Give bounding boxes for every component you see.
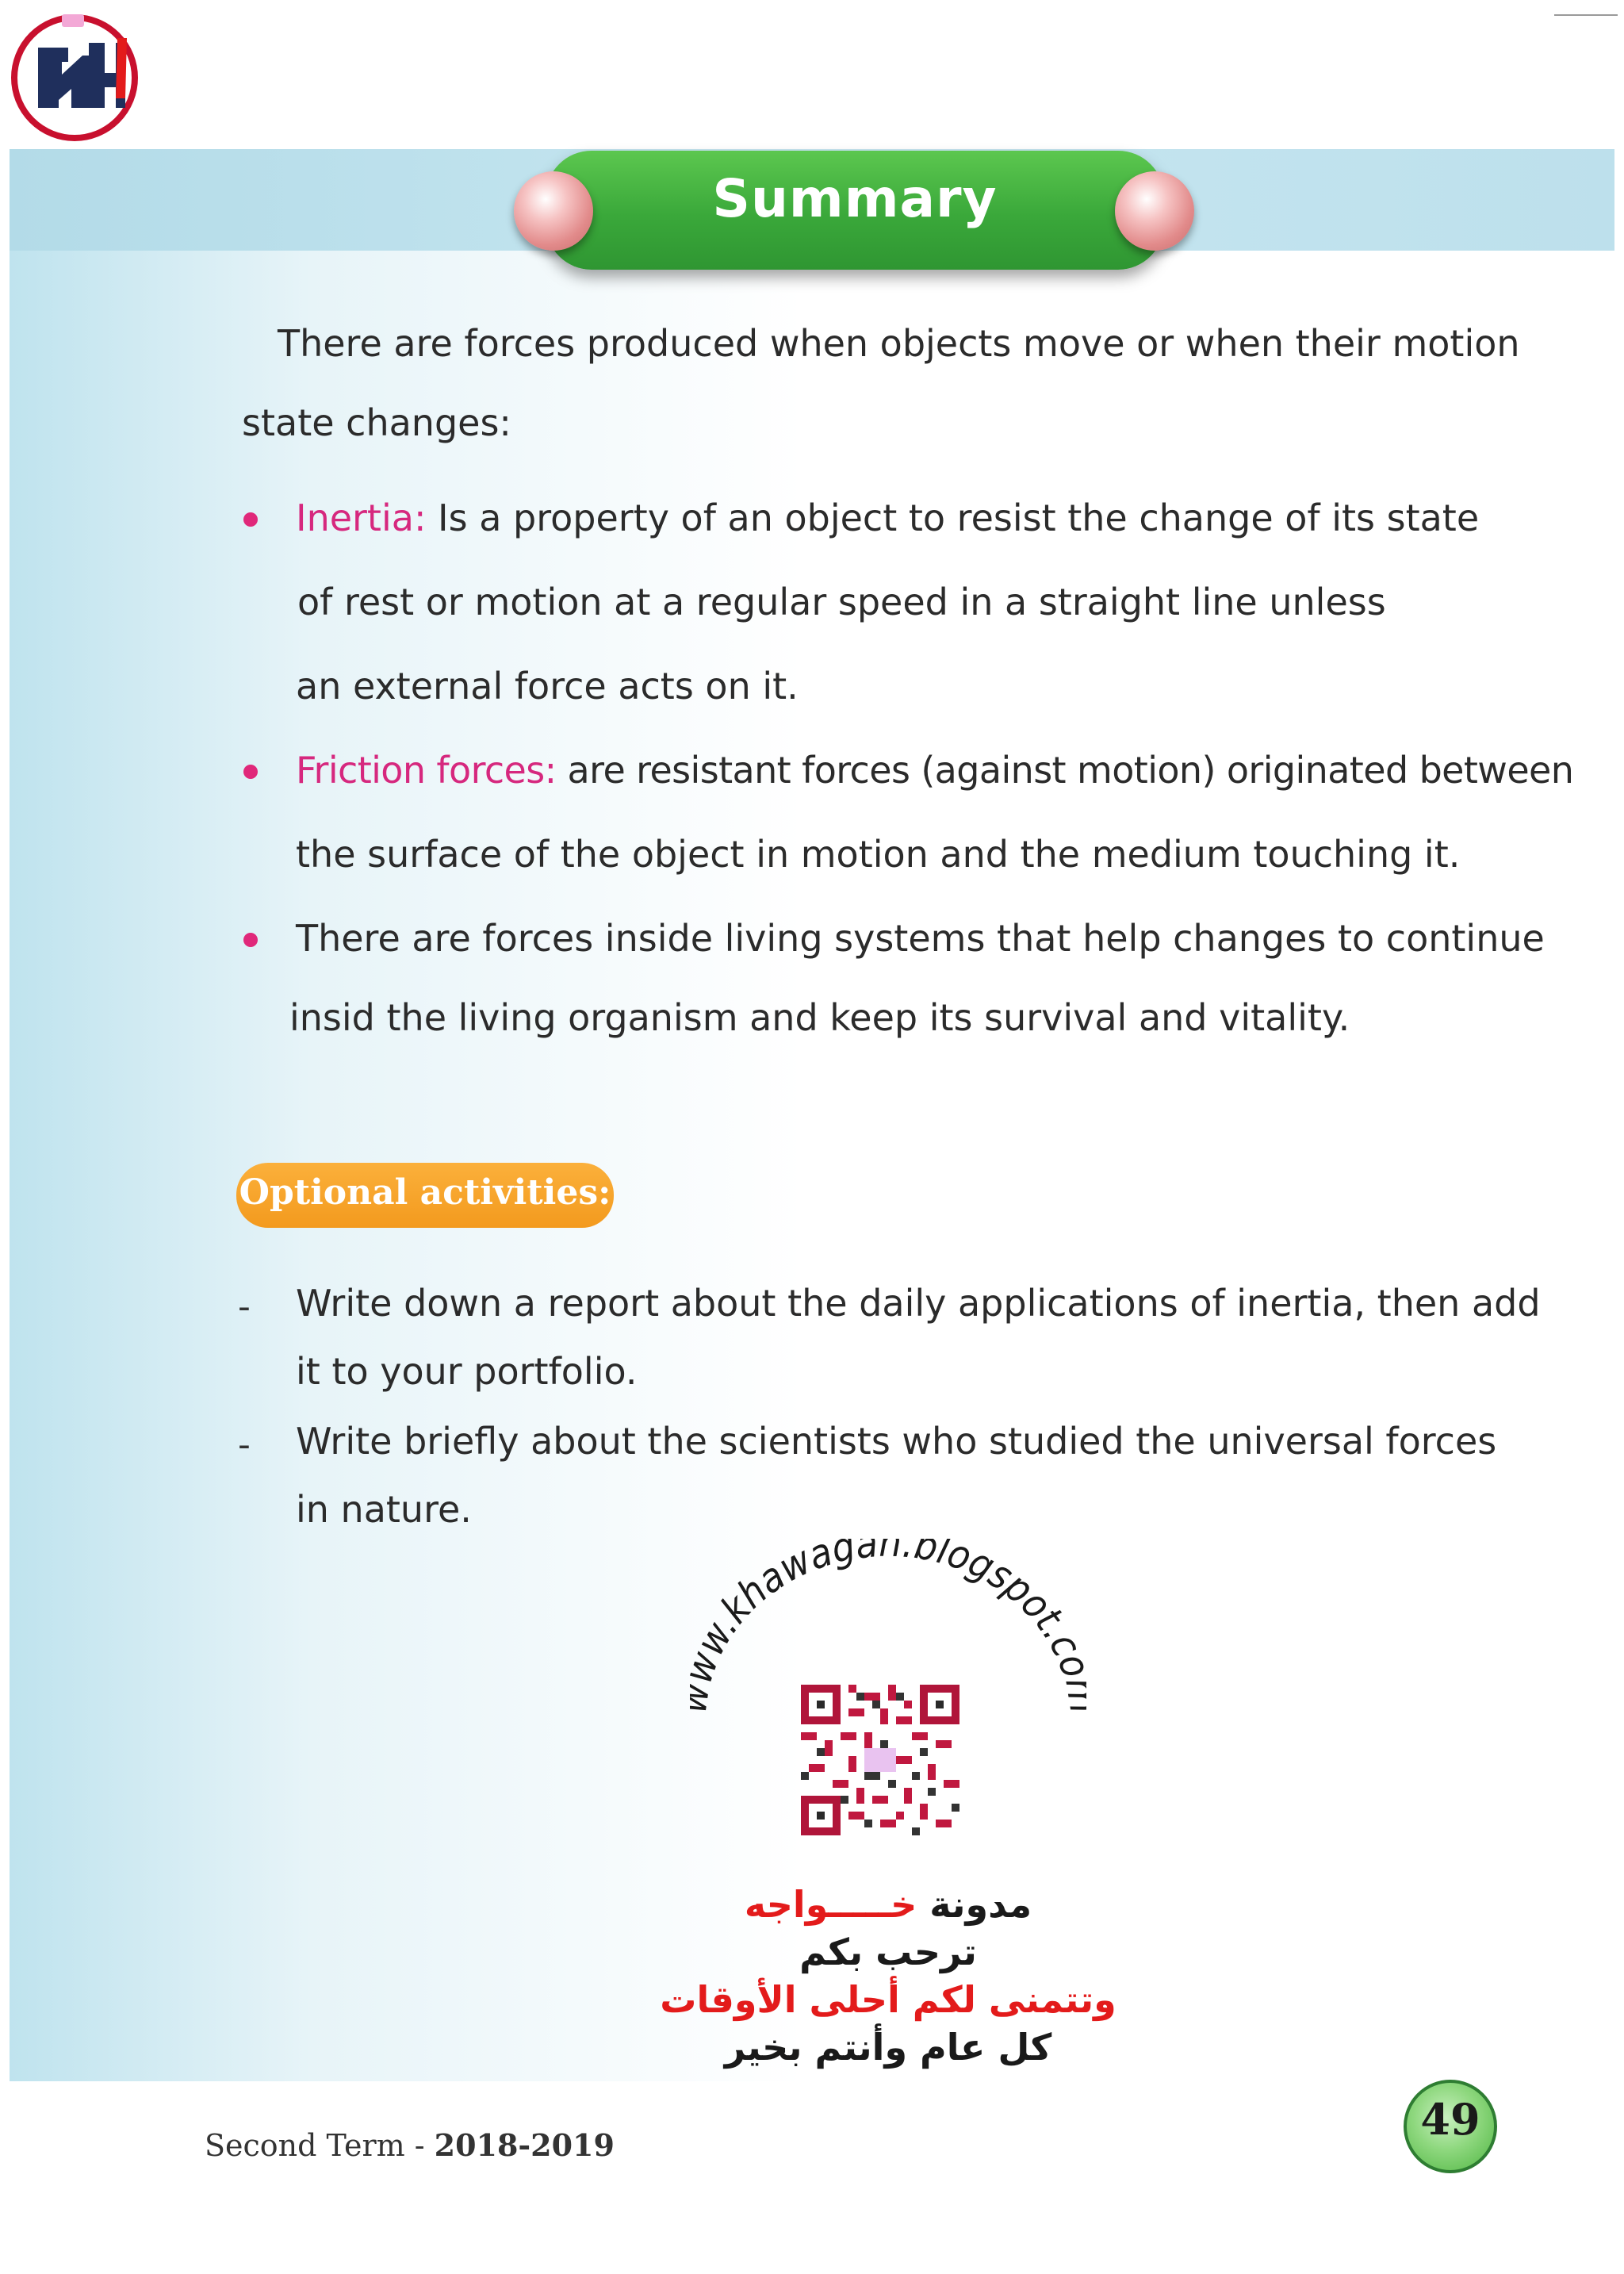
friction-line-2: the surface of the object in motion and the medium touching it.	[296, 833, 1461, 876]
activity-2-line-2: in nature.	[296, 1488, 472, 1531]
optional-activities-label: Optional activities:	[239, 1172, 611, 1213]
living-line-2: insid the living organism and keep its survival and vitality.	[289, 996, 1350, 1039]
bullet-dot-friction	[243, 765, 258, 779]
inertia-line-2: of rest or motion at a regular speed in a straight line unless	[297, 581, 1386, 623]
page-number: 49	[1420, 2094, 1480, 2145]
inertia-line-1	[296, 497, 1479, 539]
friction-definition-1: are resistant forces (against motion) originated between	[556, 749, 1574, 792]
footer-term	[205, 2127, 615, 2163]
friction-line-1	[296, 749, 1573, 792]
inertia-definition-1: Is a property of an object to resist the change of its state	[426, 497, 1480, 539]
khawagah-logo	[6, 6, 143, 143]
corner-rule	[1554, 14, 1618, 16]
friction-term: Friction forces:	[296, 749, 557, 792]
activity-1-line-2: it to your portfolio.	[296, 1350, 638, 1393]
summary-title: Summary	[712, 168, 998, 229]
bullet-dot-living	[243, 933, 258, 947]
activity-1-line-1: Write down a report about the daily applications of inertia, then add	[296, 1282, 1541, 1325]
qr-code	[801, 1685, 959, 1835]
inertia-line-3: an external force acts on it.	[296, 665, 799, 708]
arabic-line-4: كل عام وأنتم بخير	[724, 2026, 1052, 2069]
arabic-line-2: ترحب بكم	[799, 1931, 977, 1973]
arabic-line-1: مدونة خـــــواجه	[744, 1883, 1032, 1926]
footer-year: 2018-2019	[434, 2127, 615, 2163]
activity-2-line-1: Write briefly about the scientists who studied the universal forces	[296, 1420, 1497, 1463]
inertia-term: Inertia:	[296, 497, 427, 539]
arabic-line-3: وتتمنى لكم أحلى الأوقات	[660, 1978, 1116, 2021]
living-line-1: There are forces inside living systems that help changes to continue	[296, 917, 1545, 960]
activity-2-dash: -	[238, 1425, 251, 1465]
intro-line-1: There are forces produced when objects move or when their motion	[278, 322, 1520, 365]
footer-term-label: Second Term -	[205, 2128, 435, 2163]
bullet-dot-inertia	[243, 512, 258, 527]
watermark-url-text: w.khawagah.blogspot.c	[690, 1539, 1086, 1665]
intro-line-2: state changes:	[242, 401, 511, 444]
activity-1-dash: -	[238, 1287, 251, 1327]
